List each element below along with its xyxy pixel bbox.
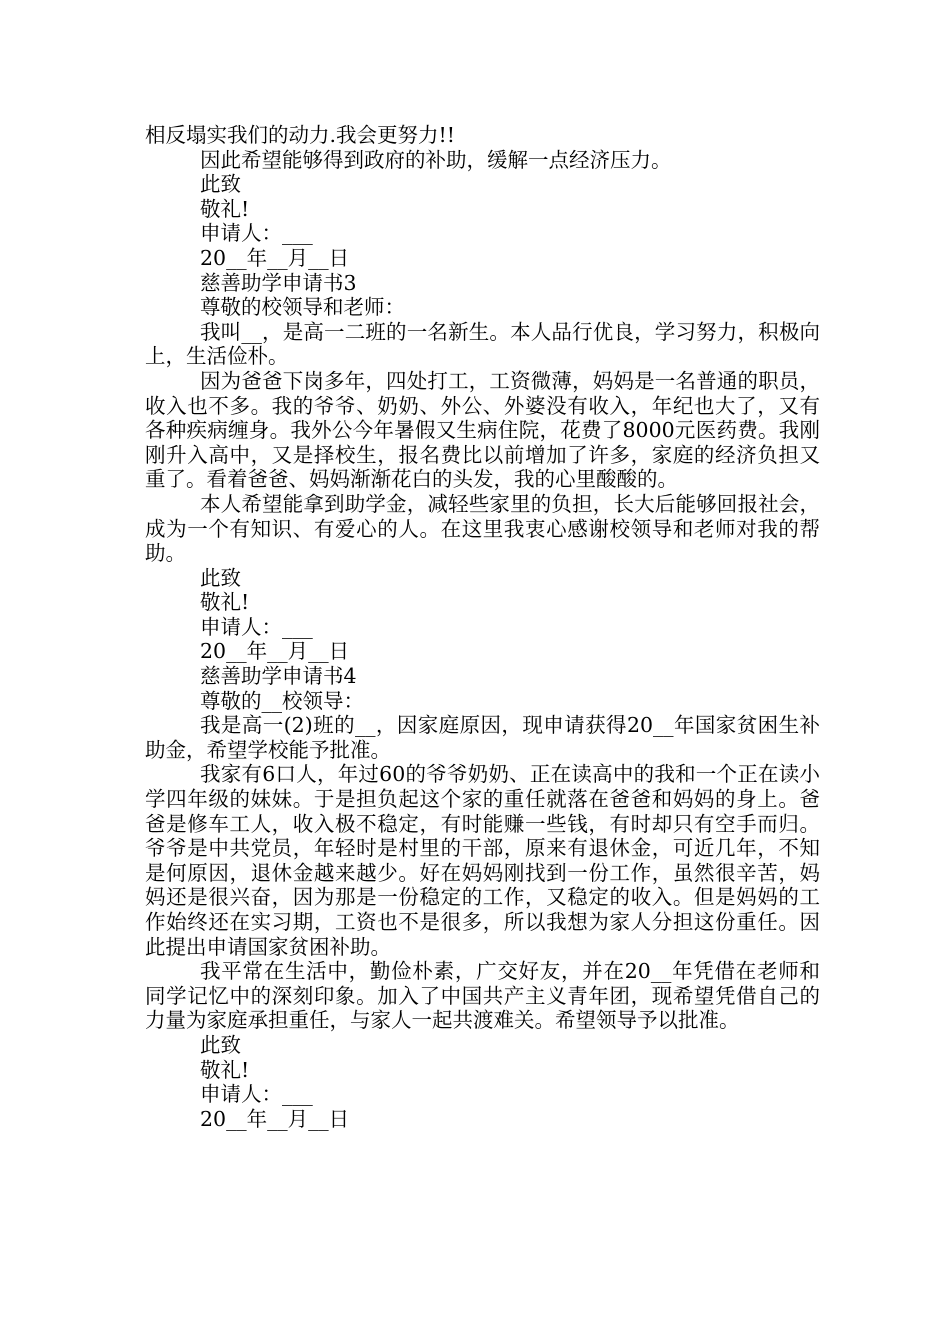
salutation-line: 敬礼!	[200, 196, 250, 221]
document-body	[145, 123, 820, 1131]
applicant-line: 申请人：___	[200, 221, 313, 246]
body-paragraph: 本人希望能拿到助学金，减轻些家里的负担，长大后能够回报社会，成为一个有知识、有爱心的人。在这里我衷心感谢校领导和老师对我的帮助。	[145, 491, 820, 566]
body-paragraph: 我平常在生活中，勤俭朴素，广交好友，并在20__年凭借在老师和同学记忆中的深刻印象。加入了中国共产主义青年团，现希望凭借自己的力量为家庭承担重任，与家人一起共渡难关。希望领导予以批准。	[145, 959, 820, 1033]
salutation-line: 敬礼!	[200, 590, 250, 615]
salutation-line: 此致	[200, 565, 241, 590]
section-title: 慈善助学申请书3	[200, 270, 357, 295]
date-line: 20__年__月__日	[200, 1106, 350, 1131]
applicant-line: 申请人：___	[200, 614, 313, 639]
body-paragraph: 我叫__，是高一二班的一名新生。本人品行优良，学习努力，积极向上，生活俭朴。	[145, 319, 820, 369]
salutation-line: 敬礼!	[200, 1057, 250, 1082]
body-paragraph: 因为爸爸下岗多年，四处打工，工资微薄，妈妈是一名普通的职员，收入也不多。我的爷爷、奶奶、外公、外婆没有收入，年纪也大了，又有各种疾病缠身。我外公今年暑假又生病住院，花费了8000元医药费。我刚刚升入高中，又是择校生，报名费比以前增加了许多，家庭的经济负担又重了。看着爸爸、妈妈渐渐花白的头发，我的心里酸酸的。	[145, 368, 820, 492]
body-paragraph: 我是高一(2)班的__，因家庭原因，现申请获得20__年国家贫困生补助金，希望学校能予批准。	[145, 713, 820, 762]
salutation-line: 此致	[200, 172, 241, 197]
date-line: 20__年__月__日	[200, 245, 350, 270]
section-title: 慈善助学申请书4	[200, 664, 357, 689]
body-paragraph: 我家有6口人，年过60的爷爷奶奶、正在读高中的我和一个正在读小学四年级的妹妹。于是担负起这个家的重任就落在爸爸和妈妈的身上。爸爸是修车工人，收入极不稳定，有时能赚一些钱，有时却只有空手而归。爷爷是中共党员，年轻时是村里的干部，原来有退休金，可近几年，不知是何原因，退休金越来越少。好在妈妈刚找到一份工作，虽然很辛苦，妈妈还是很兴奋，因为那是一份稳定的工作，又稳定的收入。但是妈妈的工作始终还在实习期，工资也不是很多，所以我想为家人分担这份重任。因此提出申请国家贫困补助。	[145, 762, 820, 959]
text-line: 相反塌实我们的动力.我会更努力!!	[145, 123, 455, 147]
text-line: 因此希望能够得到政府的补助，缓解一点经济压力。	[200, 147, 672, 172]
greeting-line: 尊敬的__校领导：	[200, 688, 364, 713]
greeting-line: 尊敬的校领导和老师：	[200, 295, 405, 320]
date-line: 20__年__月__日	[200, 639, 350, 664]
applicant-line: 申请人：___	[200, 1082, 313, 1107]
salutation-line: 此致	[200, 1032, 241, 1057]
